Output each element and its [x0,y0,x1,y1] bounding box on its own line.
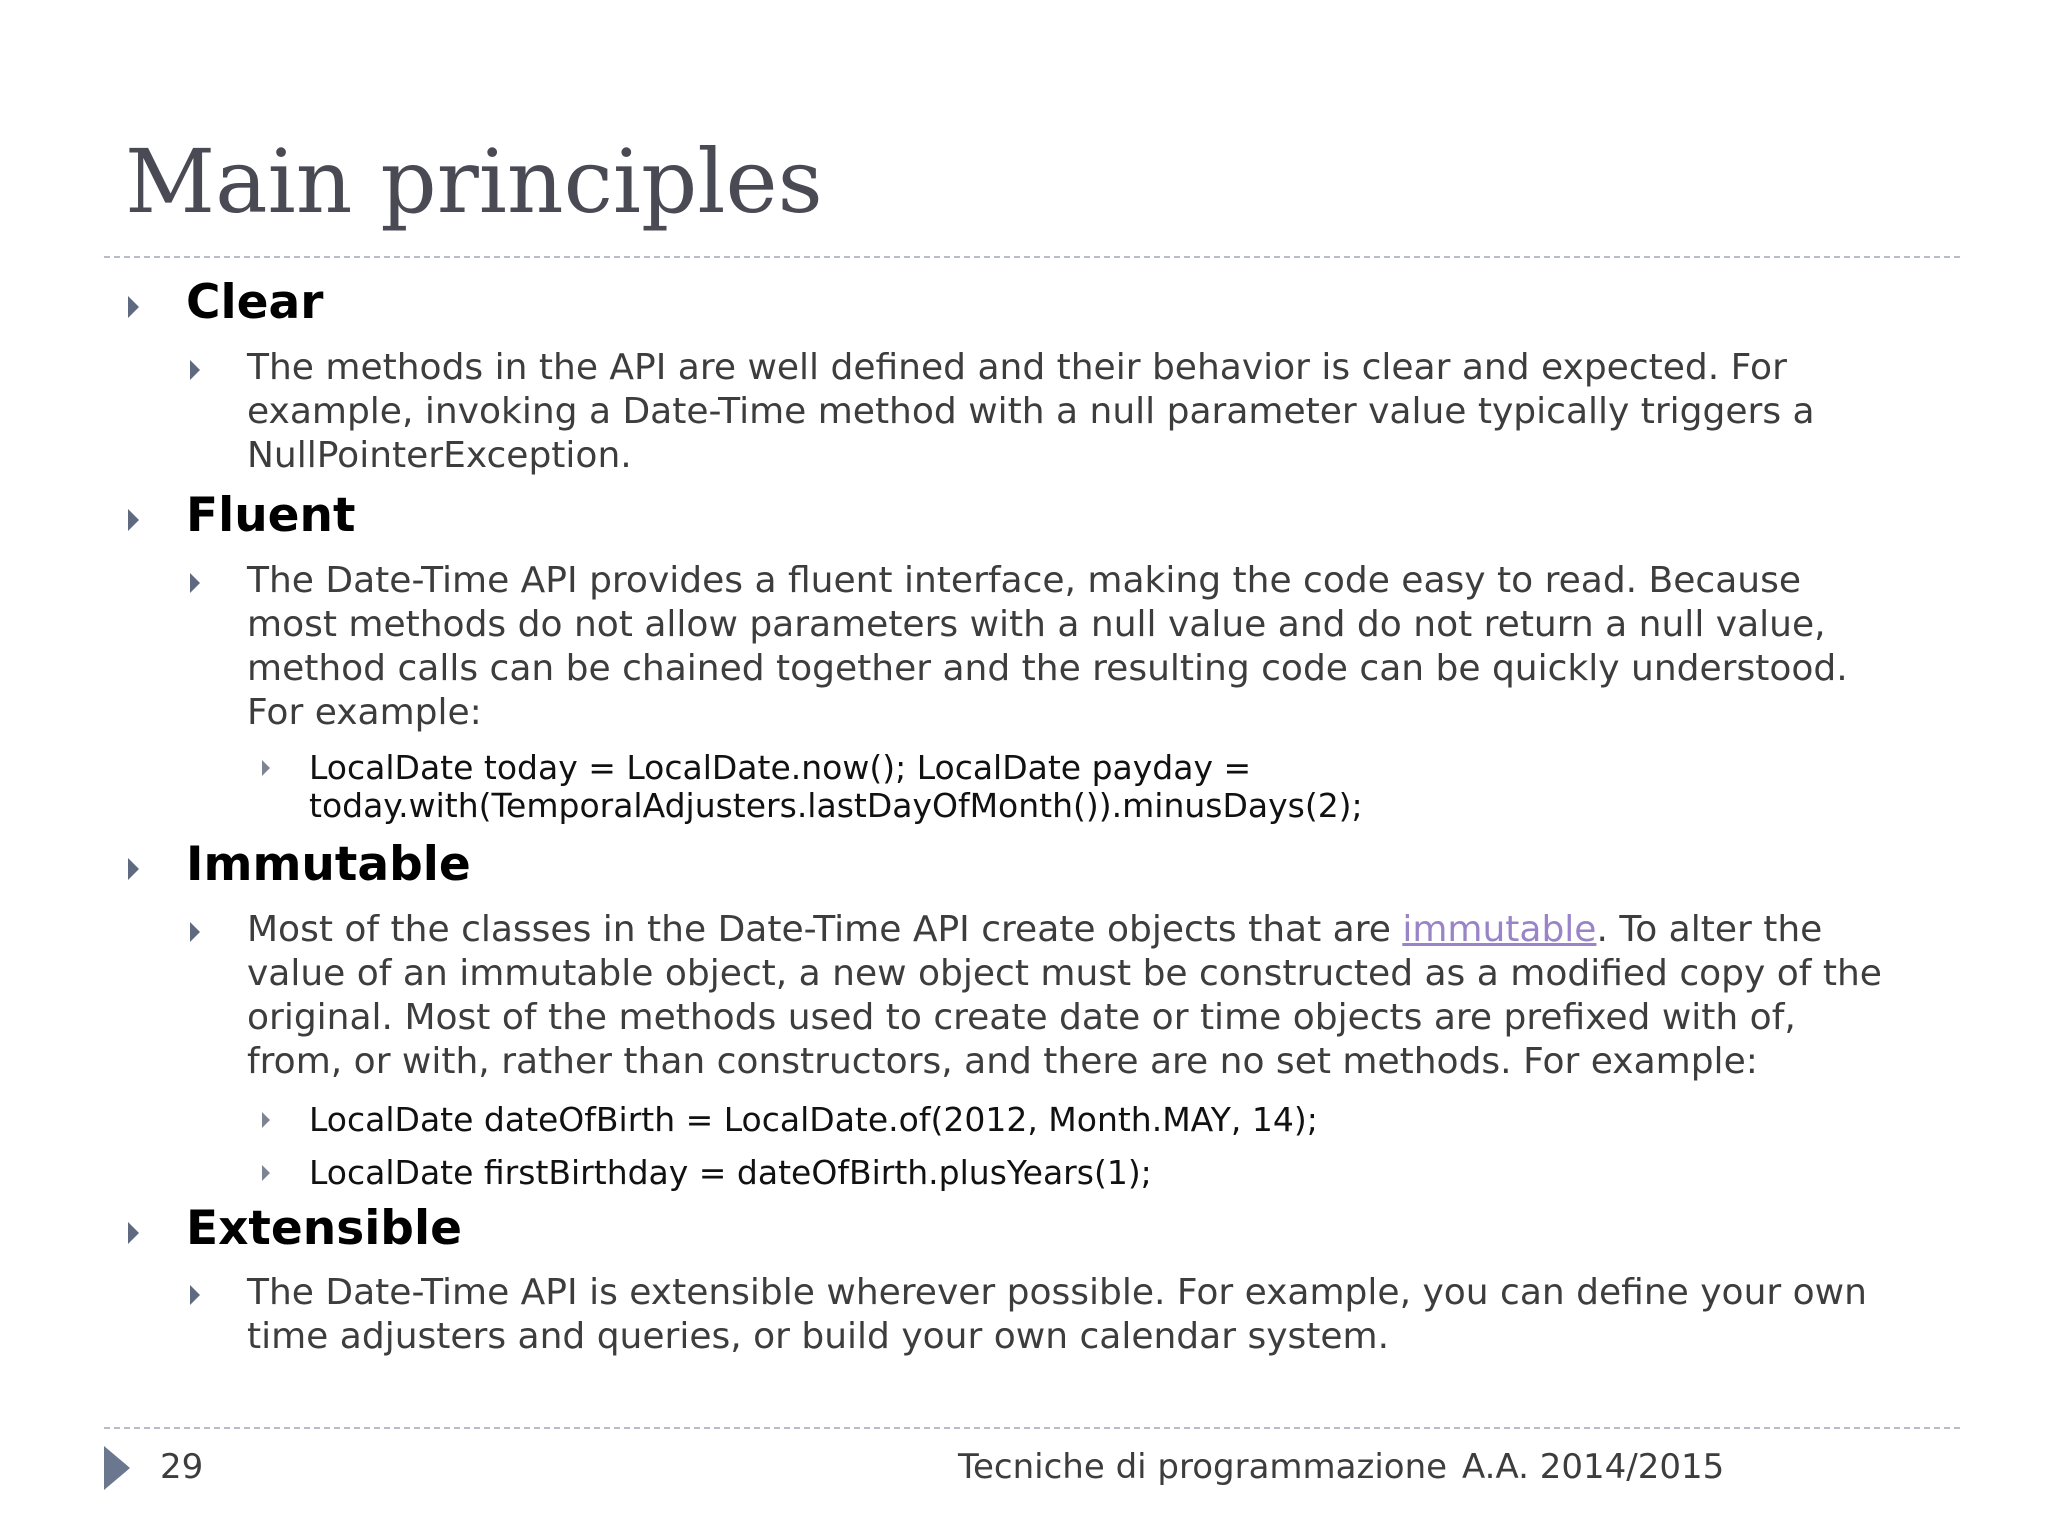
text-line: The methods in the API are well defined and their behavior is clear and expected. For [247,347,1787,388]
immutable-link[interactable]: immutable [1402,909,1597,950]
code-example-date-of-birth: LocalDate dateOfBirth = LocalDate.of(2012, Month.MAY, 14); [309,1100,1318,1139]
section-heading-extensible: Extensible [186,1201,462,1256]
footer-academic-year: A.A. 2014/2015 [1462,1447,1725,1487]
code-line: LocalDate today = LocalDate.now(); LocalDate payday = [309,748,1252,787]
bullet-arrow-icon [128,858,139,880]
page-number: 29 [160,1447,204,1487]
text-line: The Date-Time API provides a fluent interface, making the code easy to read. Because [247,560,1801,601]
bullet-arrow-icon [128,509,139,531]
text-line: original. Most of the methods used to create date or time objects are prefixed with of, [247,997,1796,1038]
sub-bullet-arrow-icon [190,922,200,942]
code-example-fluent [309,749,1363,825]
section-text-clear [247,346,1947,478]
bullet-arrow-icon [128,1222,139,1244]
code-line: today.with(TemporalAdjusters.lastDayOfMonth()).minusDays(2); [309,786,1363,825]
title-divider [104,256,1960,258]
section-text-fluent [247,559,1947,735]
text-line: value of an immutable object, a new object must be constructed as a modified copy of the [247,953,1882,994]
code-bullet-arrow-icon [262,1112,270,1128]
sub-bullet-arrow-icon [190,1285,200,1305]
slide-title: Main principles [125,130,823,233]
sub-bullet-arrow-icon [190,573,200,593]
section-text-immutable [247,908,1947,1084]
section-heading-clear: Clear [186,275,324,330]
section-heading-fluent: Fluent [186,488,356,543]
footer-course-name: Tecniche di programmazione [958,1447,1448,1487]
text-line: most methods do not allow parameters with a null value and do not return a null value, [247,604,1826,645]
sub-bullet-arrow-icon [190,360,200,380]
bullet-arrow-icon [128,296,139,318]
text-line: The Date-Time API is extensible wherever possible. For example, you can define your own [247,1272,1867,1313]
footer-divider [104,1427,1960,1429]
text-line [247,908,1947,952]
text-line: time adjusters and queries, or build your own calendar system. [247,1316,1390,1357]
text-fragment: . To alter the [1596,909,1823,950]
section-heading-immutable: Immutable [186,837,471,892]
code-example-first-birthday: LocalDate firstBirthday = dateOfBirth.plusYears(1); [309,1153,1152,1192]
text-line: from, or with, rather than constructors, and there are no set methods. For example: [247,1041,1758,1082]
text-line: NullPointerException. [247,435,632,476]
text-line: method calls can be chained together and the resulting code can be quickly understood. [247,648,1848,689]
text-line: For example: [247,692,482,733]
code-bullet-arrow-icon [262,1165,270,1181]
footer-arrow-icon [104,1446,130,1490]
text-line: example, invoking a Date-Time method with a null parameter value typically triggers a [247,391,1815,432]
section-text-extensible [247,1271,1947,1359]
code-bullet-arrow-icon [262,760,270,776]
text-fragment: Most of the classes in the Date-Time API create objects that are [247,909,1403,950]
